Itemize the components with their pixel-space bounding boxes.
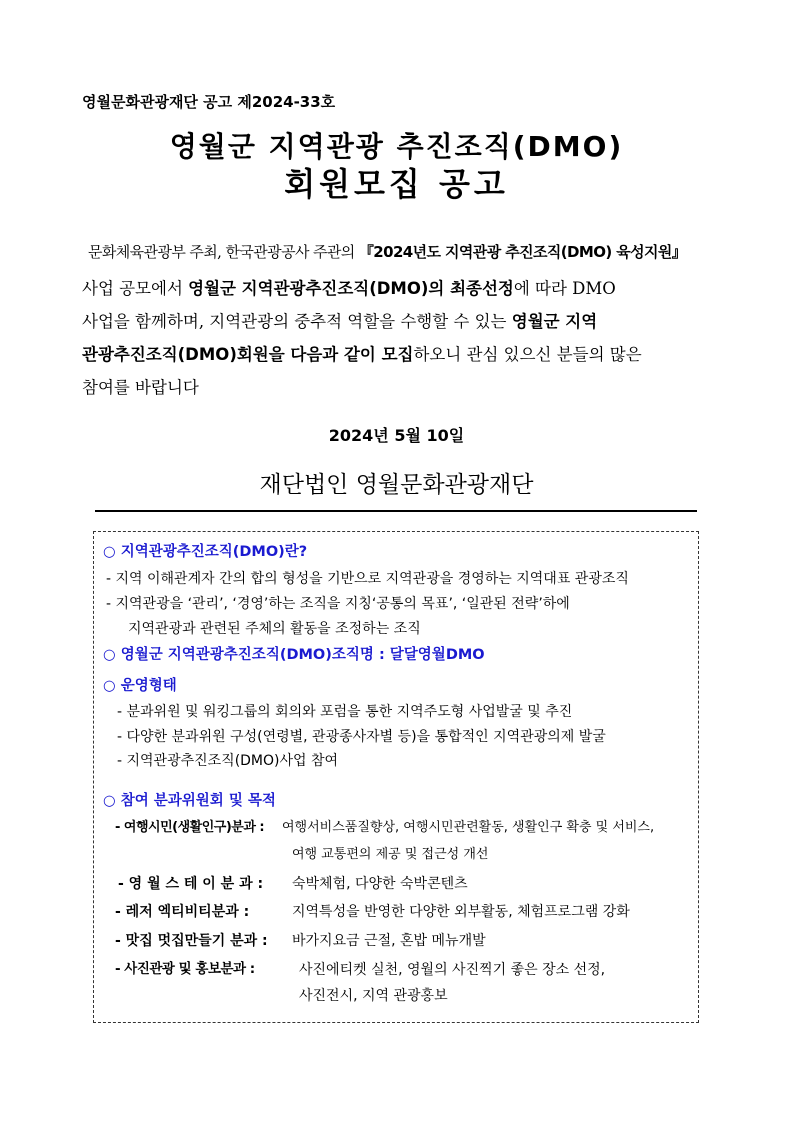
notice-number: 영월문화관광재단 공고 제2024-33호 [82,93,336,111]
text: 사업 공모에서 [82,279,189,298]
section-title-committees: ○ 참여 분과위원회 및 목적 [103,793,276,809]
committee-desc: 바가지요금 근절, 혼밥 메뉴개발 [292,933,486,949]
divider [95,510,697,512]
text-bold: 관광추진조직(DMO)회원을 다음과 같이 모집 [82,345,414,364]
title-line-2: 회원모집 공고 [284,165,509,203]
date: 2024년 5월 10일 [328,426,465,445]
section-title-operation: ○ 운영형태 [103,678,177,694]
committee-name: - 맛집 멋집만들기 분과 : [115,933,268,949]
text: 문화체육관광부 주최, 한국관광공사 주관의 [88,243,359,261]
text: 에 따라 DMO [513,279,616,298]
committee-desc: 숙박체험, 다양한 숙박콘텐츠 [292,876,468,892]
committee-name: - 여행시민(생활인구)분과 : [115,820,265,835]
text-bold: 『2024년도 지역관광 추진조직(DMO) 육성지원』 [358,243,687,261]
committee-desc: 사진에티켓 실천, 영월의 사진찍기 좋은 장소 선정, [299,962,606,978]
body-line-2 [82,281,616,298]
text: 사업을 함께하며, 지역관광의 중추적 역할을 수행할 수 있는 [82,312,512,331]
body-line-5: 참여를 바랍니다 [82,378,199,397]
committee-desc: 여행 교통편의 제공 및 접근성 개선 [292,847,489,862]
list-item: - 분과위원 및 워킹그룹의 회의와 포럼을 통한 지역주도형 사업발굴 및 추진 [117,704,573,720]
body-line-4 [82,347,642,364]
text-bold: 영월군 지역 [511,312,598,331]
title-line-1: 영월군 지역관광 추진조직(DMO) [169,130,624,163]
text-bold: 영월군 지역관광추진조직(DMO)의 최종선정 [188,279,514,298]
organization-name: 재단법인 영월문화관광재단 [259,472,534,498]
committee-name: - 레저 엑티비티분과 : [115,904,250,920]
committee-desc: 지역특성을 반영한 다양한 외부활동, 체험프로그램 강화 [292,904,630,920]
committee-desc: 사진전시, 지역 관광홍보 [299,988,448,1004]
committee-desc: 여행서비스품질향상, 여행시민관련활동, 생활인구 확충 및 서비스, [282,820,655,835]
list-item: - 지역 이해관계자 간의 합의 형성을 기반으로 지역관광을 경영하는 지역대표 관광조직 [106,571,629,587]
committee-name: - 사진관광 및 홍보분과 : [115,961,255,977]
text: 하오니 관심 있으신 분들의 많은 [413,345,642,364]
list-item: - 지역관광추진조직(DMO)사업 참여 [117,753,339,769]
section-title-org-name: ○ 영월군 지역관광추진조직(DMO)조직명 : 달달영월DMO [103,647,485,663]
list-item: - 지역관광을 ‘관리’, ‘경영’하는 조직을 지칭‘공통의 목표’, ‘일관된 전략’하에 [106,596,570,612]
list-item: 지역관광과 관련된 주체의 활동을 조정하는 조직 [128,621,421,637]
body-line-1 [88,245,686,260]
list-item: - 다양한 분과위원 구성(연령별, 관광종사자별 등)을 통합적인 지역관광의제 발굴 [117,729,606,745]
committee-name: - 영 월 스 테 이 분 과 : [118,876,264,892]
body-line-3 [82,314,597,331]
section-title-dmo: ○ 지역관광추진조직(DMO)란? [103,544,308,560]
